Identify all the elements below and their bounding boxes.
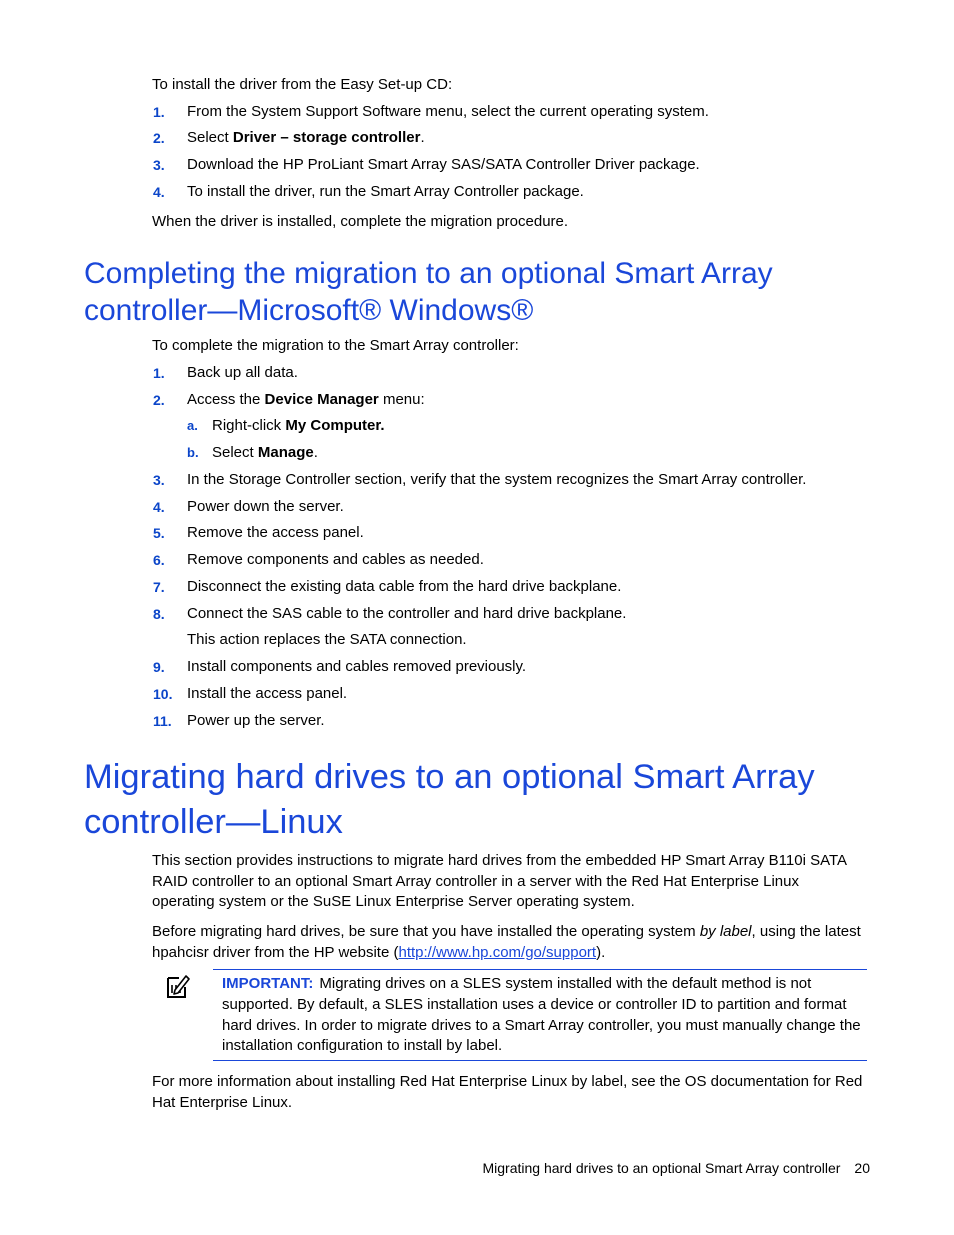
note-top-rule xyxy=(213,969,867,970)
step-number: 10. xyxy=(153,686,173,702)
important-note xyxy=(222,974,862,1057)
step-text: Power up the server. xyxy=(187,712,325,729)
note-label: IMPORTANT: xyxy=(222,975,314,992)
step-note-text: This action replaces the SATA connection. xyxy=(187,631,467,648)
step-text: Back up all data. xyxy=(187,364,298,381)
substep-letter: a. xyxy=(187,418,198,433)
important-note-icon xyxy=(165,973,191,999)
substep-text: Right-click My Computer. xyxy=(212,417,385,434)
section1-intro: To complete the migration to the Smart Array controller: xyxy=(152,337,519,354)
section-heading-linux: Migrating hard drives to an optional Smart Array controller—Linux xyxy=(84,758,815,841)
note-body: Migrating drives on a SLES system installed with the default method is not supported. By default, a SLES installation uses a device or controller ID to partition and format hard drives. In order to migrate drives to a Smart Array controller, you must manually change the installation configuration to install by label. xyxy=(222,975,861,1055)
section2-para2: Before migrating hard drives, be sure that you have installed the operating system by label, using the latest hpahcisr driver from the HP website (http://www.hp.com/go/support). xyxy=(152,923,861,961)
section-heading-windows: Completing the migration to an optional Smart Array controller—Microsoft® Windows® xyxy=(84,257,773,327)
step-number: 2. xyxy=(153,392,165,408)
step-text: Remove the access panel. xyxy=(187,524,364,541)
step-number: 1. xyxy=(153,365,165,381)
footer-title: Migrating hard drives to an optional Smart Array controller xyxy=(482,1160,841,1176)
substep-letter: b. xyxy=(187,445,199,460)
step-text: Install the access panel. xyxy=(187,685,348,702)
substep-text: Select Manage. xyxy=(212,444,318,461)
step-text: Disconnect the existing data cable from the hard drive backplane. xyxy=(187,578,622,595)
bold-term: My Computer. xyxy=(285,417,385,434)
step-number: 9. xyxy=(153,659,165,675)
step-number: 5. xyxy=(153,525,165,541)
page-number: 20 xyxy=(854,1160,870,1176)
step-number: 4. xyxy=(153,184,165,200)
step-text: Install components and cables removed previously. xyxy=(187,658,527,675)
step-number: 8. xyxy=(153,606,165,622)
emphasis-by-label: by label xyxy=(699,923,752,940)
step-number: 7. xyxy=(153,579,165,595)
after-cd-text: When the driver is installed, complete the migration procedure. xyxy=(152,213,569,230)
step-text: Connect the SAS cable to the controller and hard drive backplane. xyxy=(187,605,627,622)
bold-term: Driver – storage controller xyxy=(232,129,421,146)
intro-cd-text: To install the driver from the Easy Set-up CD: xyxy=(152,76,453,93)
step-number: 6. xyxy=(153,552,165,568)
step-text: Remove components and cables as needed. xyxy=(187,551,484,568)
step-text: Download the HP ProLiant Smart Array SAS/SATA Controller Driver package. xyxy=(187,156,700,173)
step-text: Power down the server. xyxy=(187,498,344,515)
note-bottom-rule xyxy=(213,1060,867,1061)
page-footer xyxy=(482,1158,870,1178)
section2-para1: This section provides instructions to migrate hard drives from the embedded HP Smart Array B110i SATA RAID controller to an optional Smart Array controller in a server with the Red Hat Enterprise Linux operating system or the SuSE Linux Enterprise Server operating system. xyxy=(152,852,847,910)
step-text: To install the driver, run the Smart Array Controller package. xyxy=(187,183,584,200)
step-number: 2. xyxy=(153,130,165,146)
bold-term: Device Manager xyxy=(264,391,379,408)
step-number: 11. xyxy=(153,713,172,729)
step-text: Access the Device Manager menu: xyxy=(187,391,425,408)
step-number: 4. xyxy=(153,499,165,515)
section2-para3: For more information about installing Red Hat Enterprise Linux by label, see the OS documentation for Red Hat Enterprise Linux. xyxy=(152,1073,863,1111)
step-number: 3. xyxy=(153,472,165,488)
step-text: Select Driver – storage controller. xyxy=(187,129,425,146)
hp-support-link[interactable]: http://www.hp.com/go/support xyxy=(398,943,597,961)
step-number: 3. xyxy=(153,157,165,173)
bold-term: Manage xyxy=(257,444,314,461)
step-text: From the System Support Software menu, select the current operating system. xyxy=(187,103,709,120)
step-number: 1. xyxy=(153,104,165,120)
step-text: In the Storage Controller section, verify that the system recognizes the Smart Array controller. xyxy=(187,471,807,488)
